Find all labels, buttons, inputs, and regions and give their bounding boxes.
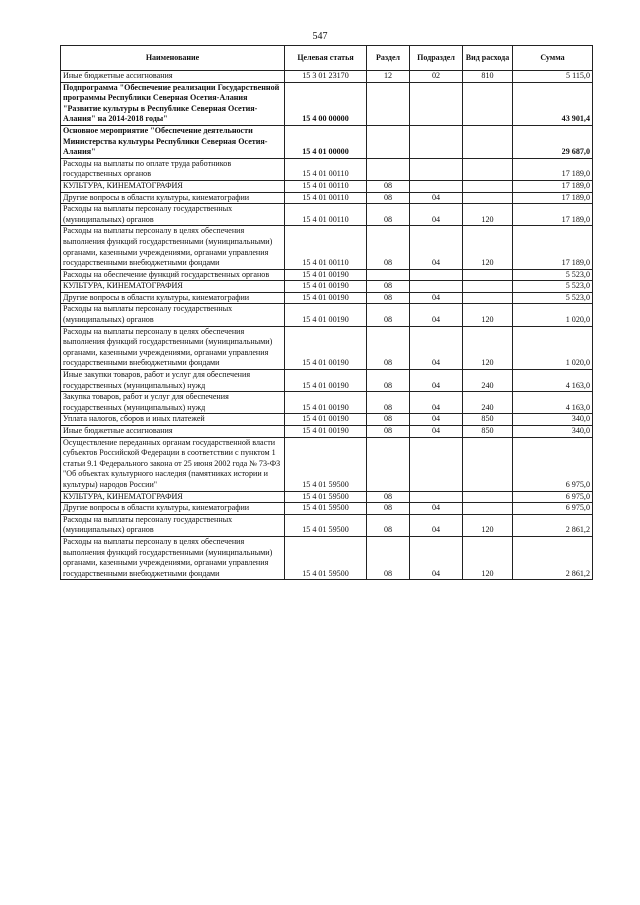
cell-kind	[463, 281, 513, 293]
cell-name: Подпрограмма "Обеспечение реализации Государственной программы Республики Северная Осетия-Алания "Развитие культуры в Республике Северная Осетия-Алания" на 2014-2018 годы"	[61, 82, 285, 125]
cell-section: 08	[367, 514, 410, 536]
cell-kind	[463, 437, 513, 491]
budget-table	[60, 45, 593, 580]
cell-kind: 810	[463, 71, 513, 83]
cell-subsection: 04	[410, 304, 463, 326]
cell-kind	[463, 180, 513, 192]
cell-subsection: 04	[410, 192, 463, 204]
table-row	[61, 392, 593, 414]
cell-subsection: 04	[410, 426, 463, 438]
cell-target-code: 15 4 01 00190	[285, 370, 367, 392]
header-subsection: Подраздел	[410, 46, 463, 71]
cell-kind: 120	[463, 204, 513, 226]
cell-subsection	[410, 125, 463, 158]
cell-name: Расходы на выплаты по оплате труда работников государственных органов	[61, 158, 285, 180]
cell-section: 08	[367, 180, 410, 192]
cell-subsection: 04	[410, 370, 463, 392]
cell-kind	[463, 503, 513, 515]
cell-subsection	[410, 269, 463, 281]
cell-subsection	[410, 82, 463, 125]
table-row	[61, 514, 593, 536]
cell-sum: 6 975,0	[513, 491, 593, 503]
table-row	[61, 269, 593, 281]
cell-subsection	[410, 491, 463, 503]
cell-subsection: 04	[410, 226, 463, 269]
cell-name: Расходы на выплаты персоналу государственных (муниципальных) органов	[61, 204, 285, 226]
cell-section	[367, 269, 410, 281]
table-row	[61, 426, 593, 438]
cell-name: Расходы на выплаты персоналу государственных (муниципальных) органов	[61, 304, 285, 326]
table-row	[61, 437, 593, 491]
page-number: 547	[312, 31, 328, 42]
cell-target-code: 15 4 01 59500	[285, 536, 367, 579]
cell-subsection	[410, 158, 463, 180]
table-row	[61, 304, 593, 326]
table-row	[61, 281, 593, 293]
cell-target-code: 15 4 01 00110	[285, 204, 367, 226]
cell-section: 08	[367, 414, 410, 426]
table-row	[61, 82, 593, 125]
table-row	[61, 226, 593, 269]
cell-kind: 240	[463, 370, 513, 392]
cell-target-code: 15 4 01 00190	[285, 292, 367, 304]
cell-kind	[463, 158, 513, 180]
table-row	[61, 180, 593, 192]
cell-target-code: 15 4 01 59500	[285, 437, 367, 491]
cell-target-code: 15 3 01 23170	[285, 71, 367, 83]
cell-name: Расходы на обеспечение функций государственных органов	[61, 269, 285, 281]
cell-subsection: 04	[410, 392, 463, 414]
cell-subsection	[410, 180, 463, 192]
cell-sum: 17 189,0	[513, 158, 593, 180]
cell-target-code: 15 4 01 00190	[285, 414, 367, 426]
cell-subsection: 04	[410, 503, 463, 515]
cell-kind: 120	[463, 326, 513, 369]
cell-section: 08	[367, 326, 410, 369]
header-name: Наименование	[61, 46, 285, 71]
header-kind: Вид расхода	[463, 46, 513, 71]
cell-section: 08	[367, 370, 410, 392]
cell-sum: 5 523,0	[513, 269, 593, 281]
cell-subsection	[410, 437, 463, 491]
table-row	[61, 71, 593, 83]
cell-section: 08	[367, 426, 410, 438]
cell-target-code: 15 4 01 00190	[285, 281, 367, 293]
cell-target-code: 15 4 01 59500	[285, 503, 367, 515]
cell-name: Иные закупки товаров, работ и услуг для обеспечения государственных (муниципальных) нужд	[61, 370, 285, 392]
cell-sum: 340,0	[513, 426, 593, 438]
cell-section: 08	[367, 204, 410, 226]
cell-sum: 17 189,0	[513, 226, 593, 269]
cell-kind	[463, 192, 513, 204]
cell-subsection: 04	[410, 204, 463, 226]
cell-subsection: 04	[410, 414, 463, 426]
cell-name: Расходы на выплаты персоналу в целях обеспечения выполнения функций государственными (муниципальными) органами, казенными учреждениями, органами управления государственными внебюджетными фондами	[61, 326, 285, 369]
cell-target-code: 15 4 01 00110	[285, 158, 367, 180]
cell-target-code: 15 4 01 00110	[285, 192, 367, 204]
cell-sum: 17 189,0	[513, 204, 593, 226]
cell-target-code: 15 4 01 00190	[285, 392, 367, 414]
cell-sum: 2 861,2	[513, 514, 593, 536]
cell-target-code: 15 4 01 00190	[285, 426, 367, 438]
table-row	[61, 491, 593, 503]
cell-name: Уплата налогов, сборов и иных платежей	[61, 414, 285, 426]
cell-kind	[463, 125, 513, 158]
cell-kind	[463, 292, 513, 304]
cell-subsection: 04	[410, 326, 463, 369]
cell-sum: 29 687,0	[513, 125, 593, 158]
table-row	[61, 503, 593, 515]
cell-kind: 850	[463, 426, 513, 438]
cell-section	[367, 158, 410, 180]
cell-section	[367, 82, 410, 125]
table-row	[61, 192, 593, 204]
cell-section: 08	[367, 292, 410, 304]
cell-sum: 340,0	[513, 414, 593, 426]
cell-subsection: 02	[410, 71, 463, 83]
cell-name: Расходы на выплаты персоналу государственных (муниципальных) органов	[61, 514, 285, 536]
cell-subsection: 04	[410, 292, 463, 304]
cell-name: Закупка товаров, работ и услуг для обеспечения государственных (муниципальных) нужд	[61, 392, 285, 414]
cell-name: Другие вопросы в области культуры, кинематографии	[61, 292, 285, 304]
table-row	[61, 158, 593, 180]
cell-kind	[463, 491, 513, 503]
cell-kind: 850	[463, 414, 513, 426]
table-row	[61, 292, 593, 304]
cell-section: 08	[367, 226, 410, 269]
cell-target-code: 15 4 01 59500	[285, 514, 367, 536]
cell-section: 12	[367, 71, 410, 83]
header-section: Раздел	[367, 46, 410, 71]
table-row	[61, 414, 593, 426]
cell-target-code: 15 4 01 00190	[285, 326, 367, 369]
cell-sum: 6 975,0	[513, 503, 593, 515]
cell-name: Расходы на выплаты персоналу в целях обеспечения выполнения функций государственными (муниципальными) органами, казенными учреждениями, органами управления государственными внебюджетными фондами	[61, 226, 285, 269]
cell-sum: 43 901,4	[513, 82, 593, 125]
header-target: Целевая статья	[285, 46, 367, 71]
cell-kind	[463, 82, 513, 125]
cell-name: КУЛЬТУРА, КИНЕМАТОГРАФИЯ	[61, 281, 285, 293]
cell-name: Осуществление переданных органам государственной власти субъектов Российской Федерации в соответствии с пунктом 1 статьи 9.1 Федерального закона от 25 июня 2002 года № 73-ФЗ "Об объектах культурного наследия (памятниках истории и культуры) народов России"	[61, 437, 285, 491]
cell-sum: 1 020,0	[513, 326, 593, 369]
cell-name: Иные бюджетные ассигнования	[61, 71, 285, 83]
cell-name: Другие вопросы в области культуры, кинематографии	[61, 503, 285, 515]
cell-name: Расходы на выплаты персоналу в целях обеспечения выполнения функций государственными (муниципальными) органами, казенными учреждениями, органами управления государственными внебюджетными фондами	[61, 536, 285, 579]
cell-sum: 6 975,0	[513, 437, 593, 491]
cell-kind: 120	[463, 514, 513, 536]
table-header-row	[61, 46, 593, 71]
table-row	[61, 125, 593, 158]
cell-kind: 120	[463, 536, 513, 579]
cell-name: Основное мероприятие "Обеспечение деятельности Министерства культуры Республики Северная Осетия-Алания"	[61, 125, 285, 158]
cell-sum: 4 163,0	[513, 370, 593, 392]
cell-name: Иные бюджетные ассигнования	[61, 426, 285, 438]
cell-sum: 4 163,0	[513, 392, 593, 414]
cell-kind: 240	[463, 392, 513, 414]
cell-subsection	[410, 281, 463, 293]
cell-sum: 17 189,0	[513, 180, 593, 192]
cell-target-code: 15 4 01 59500	[285, 491, 367, 503]
cell-sum: 17 189,0	[513, 192, 593, 204]
cell-target-code: 15 4 01 00110	[285, 226, 367, 269]
cell-kind	[463, 269, 513, 281]
cell-section: 08	[367, 192, 410, 204]
cell-name: КУЛЬТУРА, КИНЕМАТОГРАФИЯ	[61, 491, 285, 503]
cell-name: Другие вопросы в области культуры, кинематографии	[61, 192, 285, 204]
cell-section: 08	[367, 491, 410, 503]
cell-section	[367, 125, 410, 158]
cell-kind: 120	[463, 226, 513, 269]
cell-section: 08	[367, 503, 410, 515]
cell-section: 08	[367, 304, 410, 326]
cell-name: КУЛЬТУРА, КИНЕМАТОГРАФИЯ	[61, 180, 285, 192]
cell-sum: 5 523,0	[513, 292, 593, 304]
cell-sum: 5 523,0	[513, 281, 593, 293]
cell-subsection: 04	[410, 536, 463, 579]
cell-sum: 2 861,2	[513, 536, 593, 579]
header-sum: Сумма	[513, 46, 593, 71]
table-row	[61, 326, 593, 369]
cell-target-code: 15 4 01 00190	[285, 269, 367, 281]
cell-section: 08	[367, 536, 410, 579]
cell-target-code: 15 4 01 00000	[285, 125, 367, 158]
table-row	[61, 370, 593, 392]
cell-section: 08	[367, 281, 410, 293]
cell-sum: 5 115,0	[513, 71, 593, 83]
cell-target-code: 15 4 00 00000	[285, 82, 367, 125]
cell-sum: 1 020,0	[513, 304, 593, 326]
table-row	[61, 204, 593, 226]
cell-target-code: 15 4 01 00190	[285, 304, 367, 326]
cell-kind: 120	[463, 304, 513, 326]
cell-section: 08	[367, 392, 410, 414]
cell-section	[367, 437, 410, 491]
cell-subsection: 04	[410, 514, 463, 536]
cell-target-code: 15 4 01 00110	[285, 180, 367, 192]
table-row	[61, 536, 593, 579]
